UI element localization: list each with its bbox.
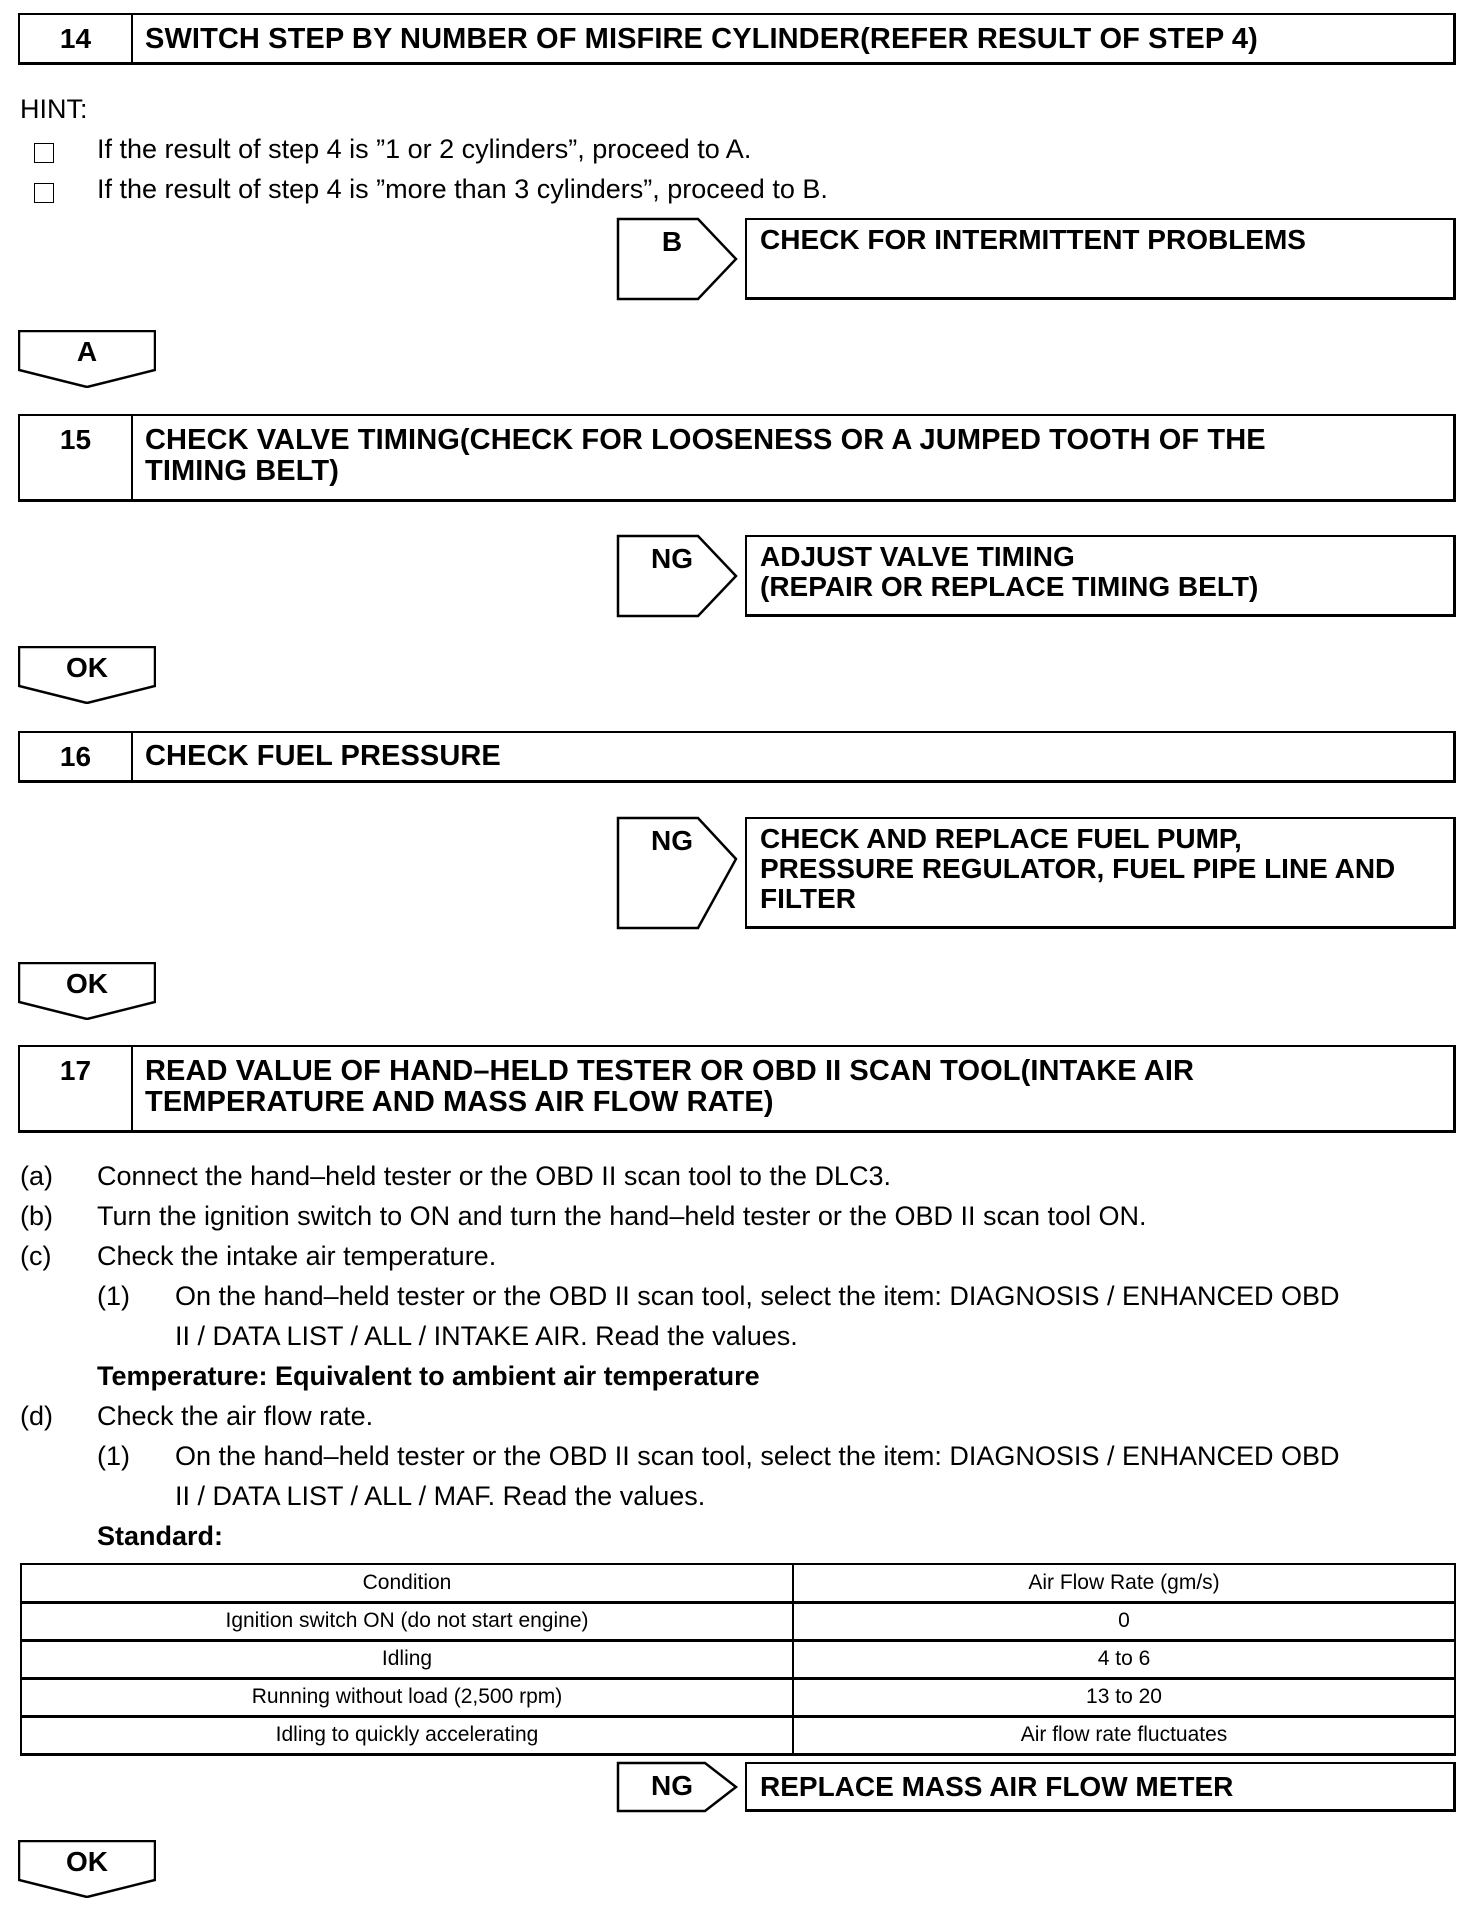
step-15-header <box>18 414 1456 502</box>
instruction-marker: (1) <box>97 1441 130 1471</box>
instruction-text: Turn the ignition switch to ON and turn the hand–held tester or the OBD II scan tool ON. <box>97 1201 1147 1231</box>
branch-label: B <box>661 226 683 257</box>
step-16-header <box>18 731 1456 783</box>
hint-item-1: If the result of step 4 is ”1 or 2 cylinders”, proceed to A. <box>97 134 752 164</box>
step-title-line: CHECK VALVE TIMING(CHECK FOR LOOSENESS OR A JUMPED TOOTH OF THE <box>145 424 1266 456</box>
result-check-intermittent <box>745 218 1456 300</box>
air-flow-standard-table <box>20 1563 1456 1756</box>
instruction-marker: (a) <box>20 1161 53 1191</box>
step-14-header <box>18 13 1456 65</box>
instruction-text: On the hand–held tester or the OBD II scan tool, select the item: DIAGNOSIS / ENHANCED OBD <box>175 1281 1340 1311</box>
result-adjust-valve-timing <box>745 535 1456 617</box>
instruction-marker: (c) <box>20 1241 52 1271</box>
table-row <box>21 1640 1455 1678</box>
step-title-line: TIMING BELT) <box>145 455 339 487</box>
flow-label: OK <box>66 1846 108 1877</box>
branch-label: NG <box>651 825 693 856</box>
instruction-marker: (1) <box>97 1281 130 1311</box>
standard-label: Standard: <box>97 1521 224 1551</box>
result-text: REPLACE MASS AIR FLOW METER <box>760 1771 1234 1802</box>
instruction-marker: (d) <box>20 1401 53 1431</box>
step-title: SWITCH STEP BY NUMBER OF MISFIRE CYLINDER(REFER RESULT OF STEP 4) <box>145 23 1258 55</box>
table-row <box>21 1602 1455 1640</box>
step-number: 15 <box>20 416 133 499</box>
step-title-line: READ VALUE OF HAND–HELD TESTER OR OBD II SCAN TOOL(INTAKE AIR <box>145 1055 1195 1087</box>
hint-label: HINT: <box>20 94 88 124</box>
flow-label: OK <box>66 652 108 683</box>
instruction-text: II / DATA LIST / ALL / MAF. Read the values. <box>175 1481 706 1511</box>
instruction-text: On the hand–held tester or the OBD II scan tool, select the item: DIAGNOSIS / ENHANCED OBD <box>175 1441 1340 1471</box>
result-text-line: FILTER <box>760 883 856 914</box>
instruction-text: II / DATA LIST / ALL / INTAKE AIR. Read the values. <box>175 1321 798 1351</box>
hint-checkbox-2[interactable] <box>34 183 54 203</box>
flow-marker-a[interactable] <box>18 330 156 388</box>
step-title <box>133 416 1453 499</box>
branch-b[interactable] <box>617 218 737 300</box>
table-cell: Idling <box>21 1640 793 1678</box>
branch-ng[interactable] <box>617 1762 737 1812</box>
flow-marker-ok[interactable] <box>18 1840 156 1898</box>
result-text-line: PRESSURE REGULATOR, FUEL PIPE LINE AND <box>760 853 1396 884</box>
column-header-air-flow-rate: Air Flow Rate (gm/s) <box>793 1564 1455 1602</box>
result-text: CHECK FOR INTERMITTENT PROBLEMS <box>760 224 1306 255</box>
step-number: 16 <box>20 733 133 780</box>
table-cell: Air flow rate fluctuates <box>793 1716 1455 1754</box>
result-replace-maf-meter <box>745 1762 1456 1812</box>
table-cell: 4 to 6 <box>793 1640 1455 1678</box>
step-number: 17 <box>20 1047 133 1130</box>
hint-checkbox-1[interactable] <box>34 143 54 163</box>
table-cell: Running without load (2,500 rpm) <box>21 1678 793 1716</box>
table-header-row <box>21 1564 1455 1602</box>
table-cell: 0 <box>793 1602 1455 1640</box>
branch-label: NG <box>651 1770 693 1801</box>
branch-label: NG <box>651 543 693 574</box>
instruction-text: Check the air flow rate. <box>97 1401 374 1431</box>
flow-marker-ok[interactable] <box>18 962 156 1020</box>
step-title-line: TEMPERATURE AND MASS AIR FLOW RATE) <box>145 1086 774 1118</box>
result-check-fuel-pump <box>745 817 1456 929</box>
temperature-spec: Temperature: Equivalent to ambient air temperature <box>97 1361 760 1391</box>
branch-ng[interactable] <box>617 535 737 617</box>
table-row <box>21 1716 1455 1754</box>
hint-item-2: If the result of step 4 is ”more than 3 cylinders”, proceed to B. <box>97 174 828 204</box>
result-text-line: ADJUST VALVE TIMING <box>760 541 1075 572</box>
instruction-marker: (b) <box>20 1201 53 1231</box>
column-header-condition: Condition <box>21 1564 793 1602</box>
step-title: CHECK FUEL PRESSURE <box>145 740 501 772</box>
table-row <box>21 1678 1455 1716</box>
result-text-line: (REPAIR OR REPLACE TIMING BELT) <box>760 571 1259 602</box>
flow-label: OK <box>66 968 108 999</box>
step-title <box>133 1047 1453 1130</box>
step-number: 14 <box>20 15 133 62</box>
table-cell: Idling to quickly accelerating <box>21 1716 793 1754</box>
step-17-header <box>18 1045 1456 1133</box>
instruction-text: Check the intake air temperature. <box>97 1241 497 1271</box>
flow-marker-ok[interactable] <box>18 646 156 704</box>
table-cell: 13 to 20 <box>793 1678 1455 1716</box>
result-text-line: CHECK AND REPLACE FUEL PUMP, <box>760 823 1242 854</box>
flow-label: A <box>76 336 98 367</box>
table-cell: Ignition switch ON (do not start engine) <box>21 1602 793 1640</box>
branch-ng[interactable] <box>617 817 737 929</box>
instruction-text: Connect the hand–held tester or the OBD II scan tool to the DLC3. <box>97 1161 891 1191</box>
